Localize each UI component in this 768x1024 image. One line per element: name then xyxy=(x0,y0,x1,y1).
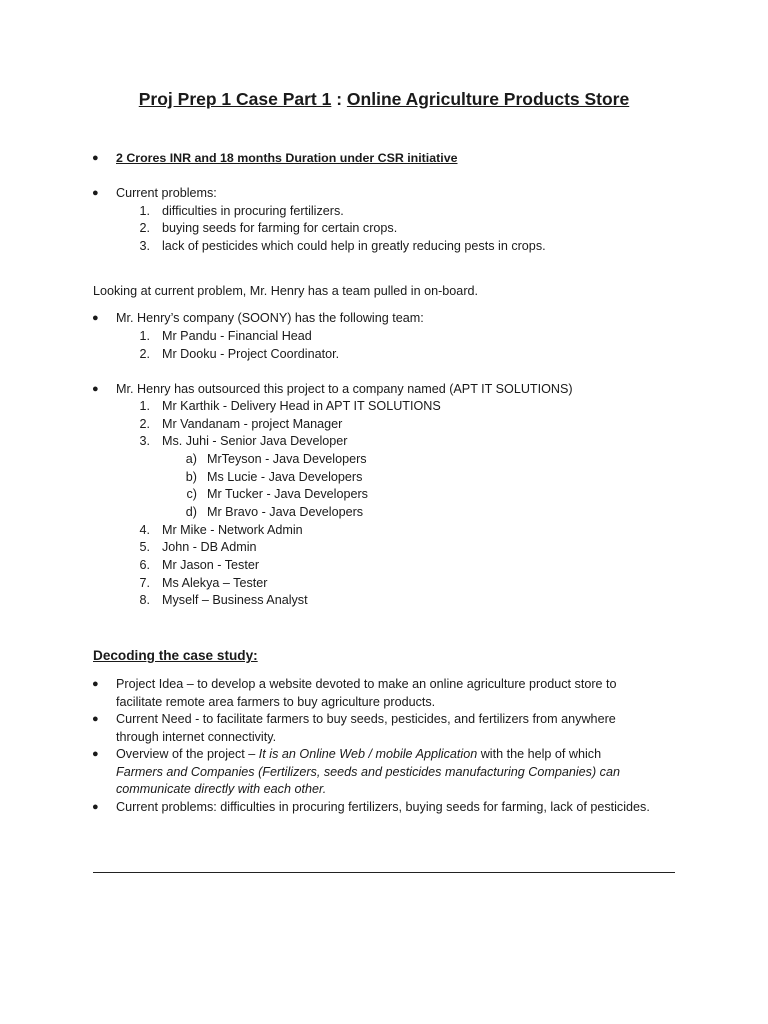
bullet-dot: ● xyxy=(92,187,99,199)
list-item: John - DB Admin xyxy=(162,540,257,554)
bullet-dot: ● xyxy=(92,312,99,324)
title-part2: Online Agriculture Products Store xyxy=(346,89,630,109)
list-number: 1. xyxy=(139,329,150,343)
sublist-item: MrTeyson - Java Developers xyxy=(207,452,367,466)
list-item: buying seeds for farming for certain crops. xyxy=(162,221,398,235)
overview-prefix: Overview of the project – xyxy=(116,747,259,761)
title-part1: Proj Prep 1 Case Part 1 xyxy=(138,89,332,109)
list-item: Mr Karthik - Delivery Head in APT IT SOLUTIONS xyxy=(162,399,441,413)
decoding-heading: Decoding the case study: xyxy=(93,648,258,663)
overview-line xyxy=(116,746,601,763)
list-number: 4. xyxy=(139,523,150,537)
list-number: 1. xyxy=(139,399,150,413)
overview-suffix: with the help of which xyxy=(477,747,602,761)
sublist-letter: c) xyxy=(186,487,197,501)
sublist-item: Mr Tucker - Java Developers xyxy=(207,487,368,501)
overview-line: Farmers and Companies (Fertilizers, seeds and pesticides manufacturing Companies) can xyxy=(116,765,620,779)
sublist-letter: b) xyxy=(185,470,197,484)
overview-line: communicate directly with each other. xyxy=(116,782,327,796)
title-separator: : xyxy=(331,89,347,109)
company-team-label: Mr. Henry’s company (SOONY) has the following team: xyxy=(116,311,424,325)
bullet-dot: ● xyxy=(92,713,99,725)
sublist-letter: a) xyxy=(185,452,197,466)
list-number: 3. xyxy=(139,434,150,448)
sublist-item: Mr Bravo - Java Developers xyxy=(207,505,364,519)
bullet-dot: ● xyxy=(92,748,99,760)
budget-bullet: 2 Crores INR and 18 months Duration under CSR initiative xyxy=(116,151,458,165)
bullet-dot: ● xyxy=(92,152,99,164)
horizontal-divider xyxy=(93,872,675,873)
current-need-line: Current Need - to facilitate farmers to buy seeds, pesticides, and fertilizers from anywhere xyxy=(116,712,616,726)
list-number: 7. xyxy=(139,576,150,590)
current-problems-summary: Current problems: difficulties in procuring fertilizers, buying seeds for farming, lack of pesticides. xyxy=(116,800,650,814)
list-number: 1. xyxy=(139,204,150,218)
overview-italic: It is an Online Web / mobile Application xyxy=(258,747,478,761)
project-idea-line: Project Idea – to develop a website devoted to make an online agriculture product store to xyxy=(116,677,617,691)
list-item: lack of pesticides which could help in greatly reducing pests in crops. xyxy=(162,239,546,253)
list-item: Ms. Juhi - Senior Java Developer xyxy=(162,434,348,448)
list-item: Myself – Business Analyst xyxy=(162,593,308,607)
list-item: Ms Alekya – Tester xyxy=(162,576,268,590)
list-number: 3. xyxy=(139,239,150,253)
intro-paragraph: Looking at current problem, Mr. Henry has a team pulled in on-board. xyxy=(93,284,479,298)
page-title xyxy=(0,86,768,112)
list-number: 5. xyxy=(139,540,150,554)
project-idea-line: facilitate remote area farmers to buy agriculture products. xyxy=(116,695,436,709)
bullet-dot: ● xyxy=(92,801,99,813)
current-need-line: through internet connectivity. xyxy=(116,730,277,744)
list-item: Mr Dooku - Project Coordinator. xyxy=(162,347,340,361)
sublist-item: Ms Lucie - Java Developers xyxy=(207,470,363,484)
list-number: 2. xyxy=(139,221,150,235)
bullet-dot: ● xyxy=(92,678,99,690)
list-item: Mr Vandanam - project Manager xyxy=(162,417,343,431)
list-number: 2. xyxy=(139,347,150,361)
list-number: 2. xyxy=(139,417,150,431)
outsourced-label: Mr. Henry has outsourced this project to a company named (APT IT SOLUTIONS) xyxy=(116,382,573,396)
list-number: 6. xyxy=(139,558,150,572)
sublist-letter: d) xyxy=(185,505,197,519)
problems-label: Current problems: xyxy=(116,186,217,200)
list-item: Mr Mike - Network Admin xyxy=(162,523,303,537)
list-item: Mr Pandu - Financial Head xyxy=(162,329,312,343)
bullet-dot: ● xyxy=(92,383,99,395)
list-item: Mr Jason - Tester xyxy=(162,558,260,572)
list-number: 8. xyxy=(139,593,150,607)
list-item: difficulties in procuring fertilizers. xyxy=(162,204,344,218)
